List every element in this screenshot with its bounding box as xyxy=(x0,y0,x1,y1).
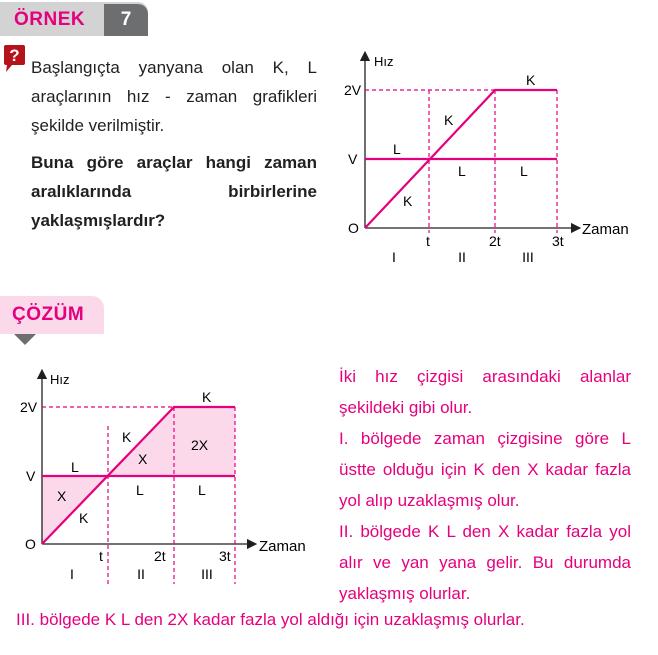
region-1: I xyxy=(70,566,74,582)
velocity-time-graph-question xyxy=(330,48,640,270)
l-label-1: L xyxy=(393,141,401,157)
example-tag xyxy=(0,2,148,36)
svg-text:?: ? xyxy=(9,46,20,65)
l-label-3: L xyxy=(198,482,206,498)
question-mark-icon xyxy=(2,44,26,74)
k-label-low: K xyxy=(79,510,89,526)
solution-paragraph-3: II. bölgede K L den X kadar fazla yol alır ve yan yana gelir. Bu durumda yaklaşmış olurlar. xyxy=(339,522,631,603)
k-label-mid: K xyxy=(444,112,454,128)
y-axis-label: Hız xyxy=(50,372,70,387)
l-label-1: L xyxy=(71,459,79,475)
question-bold-text: Buna göre araçlar hangi zaman aralıklarında birbirlerine yaklaşmışlardır? xyxy=(31,153,317,230)
area-label-x-2: X xyxy=(138,451,148,467)
solution-paragraph-1: İki hız çizgisi arasındaki alanlar şekildeki gibi olur. xyxy=(339,367,631,417)
velocity-time-graph-solution xyxy=(8,366,328,588)
y-tick-2v: 2V xyxy=(344,82,362,98)
y-tick-2v: 2V xyxy=(20,399,38,415)
x-axis-label: Zaman xyxy=(582,221,629,238)
region-3: III xyxy=(201,566,213,582)
x-tick-t: t xyxy=(99,548,103,564)
solution-label: ÇÖZÜM xyxy=(12,304,85,325)
x-tick-2t: 2t xyxy=(154,548,166,564)
example-number: 7 xyxy=(104,4,148,36)
x-tick-3t: 3t xyxy=(552,233,564,249)
region-2: II xyxy=(137,566,145,582)
y-tick-v: V xyxy=(26,468,36,484)
area-label-2x: 2X xyxy=(191,437,209,453)
region-3: III xyxy=(522,249,534,265)
area-label-x-1: X xyxy=(57,488,67,504)
origin-label: O xyxy=(25,536,36,552)
origin-label: O xyxy=(348,220,359,236)
x-axis-label: Zaman xyxy=(259,538,306,555)
region-1: I xyxy=(392,249,396,265)
x-tick-3t: 3t xyxy=(219,548,231,564)
k-label-top: K xyxy=(526,72,536,88)
solution-tag xyxy=(0,296,104,334)
k-label-top: K xyxy=(202,389,212,405)
l-label-2: L xyxy=(136,482,144,498)
l-label-2: L xyxy=(458,163,466,179)
k-label-low: K xyxy=(403,193,413,209)
x-tick-2t: 2t xyxy=(489,233,501,249)
x-tick-t: t xyxy=(426,233,430,249)
region-2: II xyxy=(458,249,466,265)
solution-paragraph-2: I. bölgede zaman çizgisine göre L üstte olduğu için K den X kadar fazla yol alıp uzaklaşmış olur. xyxy=(339,429,631,510)
solution-paragraph-4: III. bölgede K L den 2X kadar fazla yol aldığı için uzaklaşmış olurlar. xyxy=(16,610,525,629)
k-label-mid: K xyxy=(122,429,132,445)
solution-arrow-icon xyxy=(14,334,36,345)
solution-text xyxy=(339,361,631,609)
l-label-3: L xyxy=(520,163,528,179)
y-tick-v: V xyxy=(348,151,358,167)
y-axis-label: Hız xyxy=(374,54,394,69)
example-label: ÖRNEK xyxy=(14,9,86,30)
question-text: Başlangıçta yanyana olan K, L araçlarının hız - zaman grafikleri şekilde verilmiştir. xyxy=(31,58,317,135)
